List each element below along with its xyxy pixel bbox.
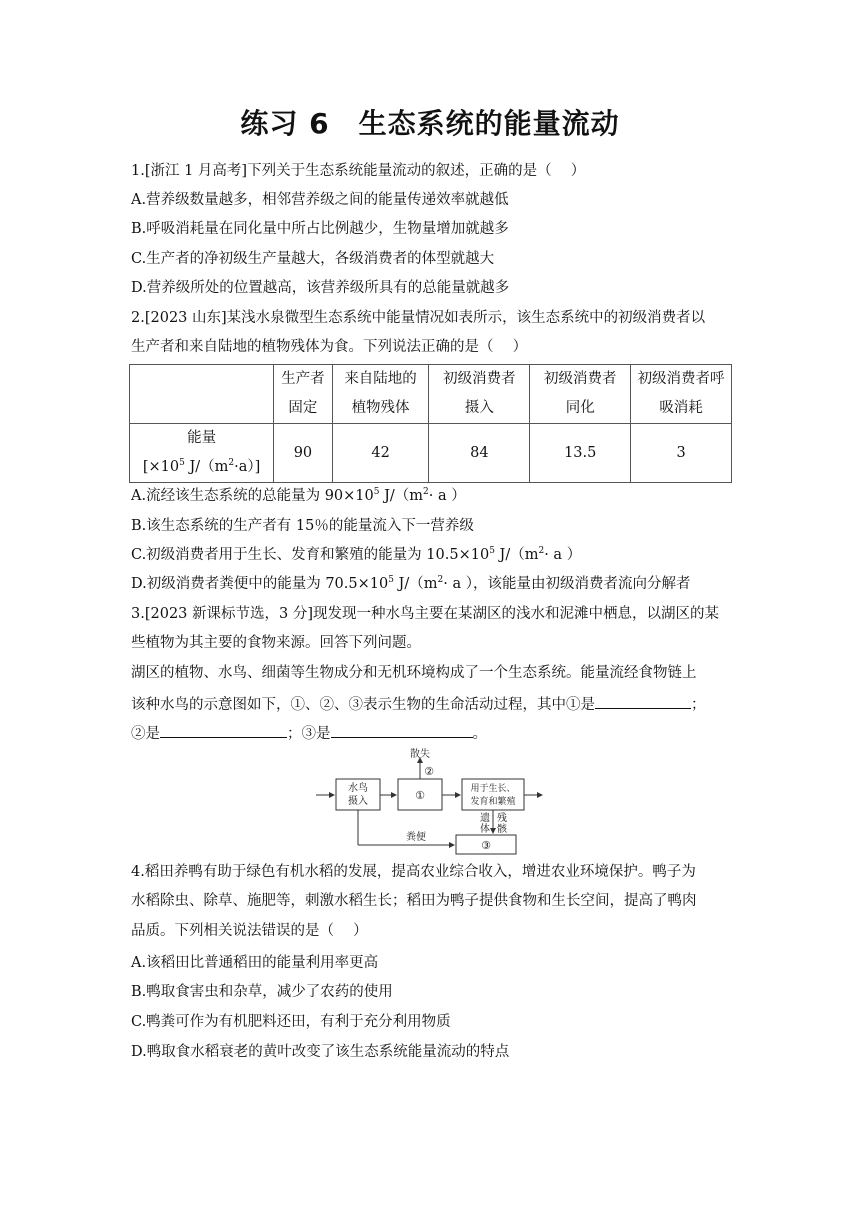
- q4-option-a: A.该稻田比普通稻田的能量利用率更高: [131, 955, 379, 971]
- table-cell: 42: [332, 424, 429, 483]
- table-header-cell: 生产者 固定: [274, 365, 332, 424]
- table-header-cell: 初级消费者呼 吸消耗: [631, 365, 732, 424]
- q3-line2: 些植物为其主要的食物来源。回答下列问题。: [131, 635, 421, 651]
- q1-option-d: D.营养级所处的位置越高，该营养级所具有的总能量就越多: [131, 280, 510, 296]
- intake-label-1: 水鸟: [348, 783, 368, 794]
- energy-table: [129, 364, 732, 483]
- table-header-cell: 初级消费者 摄入: [429, 365, 530, 424]
- table-cell: 84: [429, 424, 530, 483]
- q1-option-b: B.呼吸消耗量在同化量中所占比例越少，生物量增加就越多: [131, 221, 509, 237]
- q2-option-d: D.初级消费者粪便中的能量为 $70.5\times 10^5$ $J/(m^2\cdot a$ ），该能量由初级消费者流向分解者: [131, 575, 691, 592]
- loss-label: 散失: [410, 749, 430, 760]
- table-header-row: [130, 365, 732, 424]
- q4-option-b: B.鸭取食害虫和杂草，减少了农药的使用: [131, 984, 393, 1000]
- table-header-cell: 初级消费者 同化: [530, 365, 631, 424]
- table-cell: 13.5: [530, 424, 631, 483]
- q3-line5: ②是 ；③是 。: [131, 723, 487, 743]
- q4-line1: 4.稻田养鸭有助于绿色有机水稻的发展，提高农业综合收入，增进农业环境保护。鸭子为: [131, 864, 696, 880]
- q1-option-a: A.营养级数量越多，相邻营养级之间的能量传递效率就越低: [131, 192, 509, 208]
- remains-label-2a: 残: [497, 813, 507, 824]
- q2-option-a: A.流经该生态系统的总能量为 $90\times 10^5$ $J/(m^2\cdot a$ ）: [131, 487, 466, 504]
- remains-label-1b: 体: [480, 824, 490, 835]
- remains-label-2b: 骸: [497, 824, 507, 835]
- q4-option-d: D.鸭取食水稻衰老的黄叶改变了该生态系统能量流动的特点: [131, 1044, 510, 1060]
- table-cell: 3: [631, 424, 732, 483]
- process-3-label: ③: [481, 839, 491, 852]
- process-1-label: ①: [415, 789, 425, 802]
- q1-stem: 1.[浙江 1 月高考]下列关于生态系统能量流动的叙述，正确的是（ ）: [131, 163, 586, 179]
- q3-line4: 该种水鸟的示意图如下，①、②、③表示生物的生命活动过程，其中①是 ；: [131, 694, 706, 714]
- q4-option-c: C.鸭粪可作为有机肥料还田，有利于充分利用物质: [131, 1014, 451, 1030]
- answer-blank-1[interactable]: [595, 694, 691, 709]
- answer-blank-3[interactable]: [331, 723, 473, 738]
- growth-label-1: 用于生长、: [470, 784, 516, 794]
- q2-option-b: B.该生态系统的生产者有 15％的能量流入下一营养级: [131, 518, 474, 534]
- energy-flow-diagram: [316, 746, 548, 858]
- intake-label-2: 摄入: [348, 796, 368, 807]
- q3-line3: 湖区的植物、水鸟、细菌等生物成分和无机环境构成了一个生态系统。能量流经食物链上: [131, 665, 697, 681]
- q3-line1: 3.[2023 新课标节选，3 分]现发现一种水鸟主要在某湖区的浅水和泥滩中栖息，以湖区的某: [131, 606, 719, 622]
- q2-stem-line2: 生产者和来自陆地的植物残体为食。下列说法正确的是（ ）: [131, 339, 528, 355]
- growth-label-2: 发育和繁殖: [470, 797, 516, 807]
- table-cell: 90: [274, 424, 332, 483]
- feces-label: 粪便: [406, 832, 426, 843]
- remains-label-1a: 遗: [480, 813, 490, 824]
- q4-line2: 水稻除虫、除草、施肥等，刺激水稻生长；稻田为鸭子提供食物和生长空间，提高了鸭肉: [131, 893, 697, 909]
- process-2-label: ②: [424, 765, 434, 778]
- table-header-cell: [130, 365, 274, 424]
- page-title: 练习 6 生态系统的能量流动: [240, 107, 620, 140]
- q2-stem-line1: 2.[2023 山东]某浅水泉微型生态系统中能量情况如表所示，该生态系统中的初级消费者以: [131, 310, 706, 326]
- table-row-label: 能量 [$\times 10^5$ $J/(m^2\cdot a)$]: [130, 424, 274, 483]
- table-row: [130, 424, 732, 483]
- table-header-cell: 来自陆地的 植物残体: [332, 365, 429, 424]
- q2-option-c: C.初级消费者用于生长、发育和繁殖的能量为 $10.5\times 10^5$ $J/(m^2\cdot a$ ）: [131, 546, 582, 563]
- answer-blank-2[interactable]: [160, 723, 287, 738]
- q1-option-c: C.生产者的净初级生产量越大，各级消费者的体型就越大: [131, 251, 495, 267]
- q4-line3: 品质。下列相关说法错误的是（ ）: [131, 923, 368, 939]
